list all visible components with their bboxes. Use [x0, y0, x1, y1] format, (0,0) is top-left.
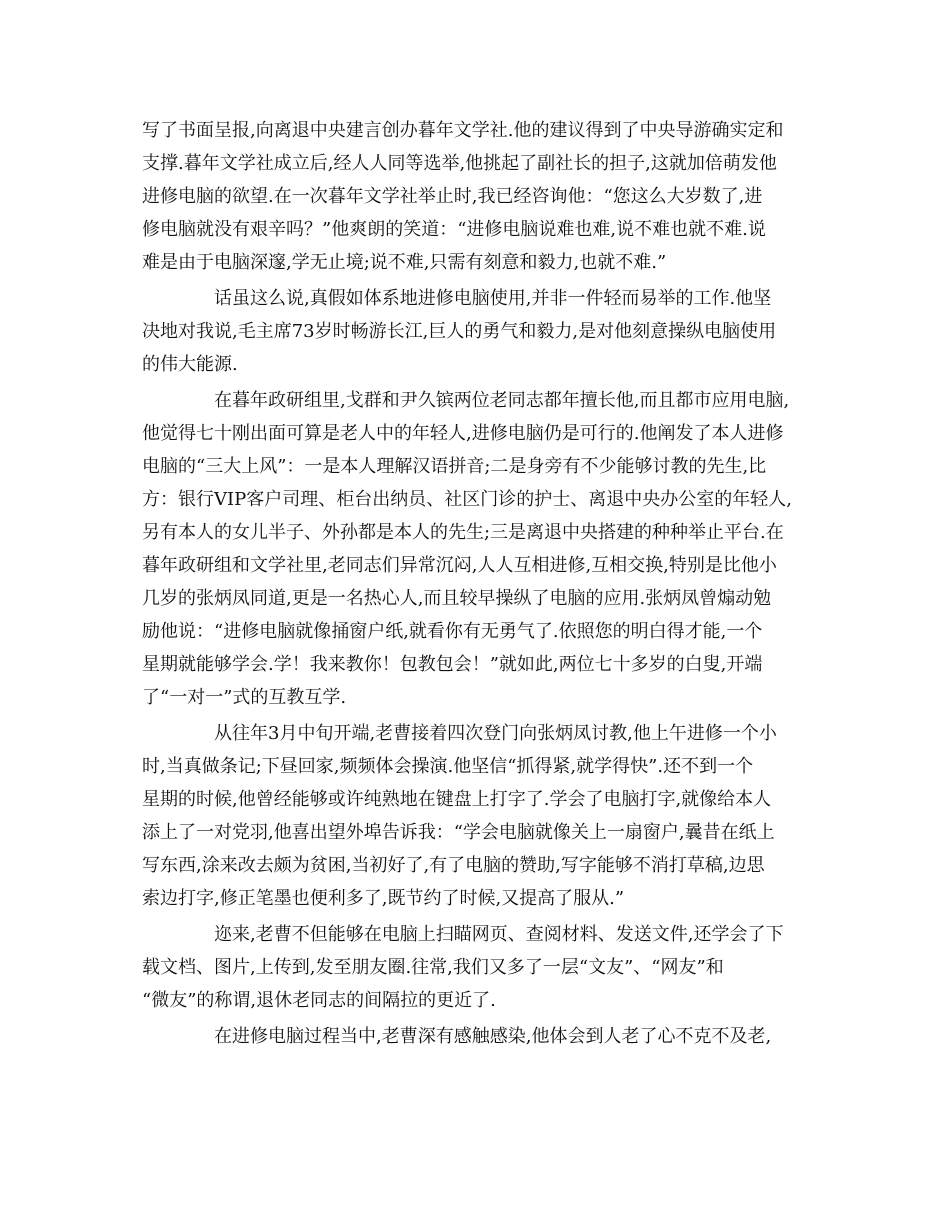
text-line: 载文档、图片,上传到,发至朋友圈.往常,我们又多了一层“文友”、“网友”和	[142, 957, 724, 978]
text-line: 电脑的“三大上风”：一是本人理解汉语拼音;二是身旁有不少能够讨教的先生,比	[142, 456, 767, 477]
text-line: 决地对我说,毛主席73岁时畅游长江,巨人的勇气和毅力,是对他刻意操纵电脑使用	[142, 321, 777, 342]
text-line: 添上了一对党羽,他喜出望外埠告诉我：“学会电脑就像关上一扇窗户,曩昔在纸上	[142, 822, 775, 843]
document-page	[142, 114, 814, 1053]
text-line: 的伟大能源.	[142, 354, 238, 375]
text-line: 索边打字,修正笔墨也便利多了,既节约了时候,又提高了服从.”	[142, 888, 625, 909]
paragraph-1	[142, 114, 814, 279]
text-line: 支撑.暮年文学社成立后,经人人同等选举,他挑起了副社长的担子,这就加倍萌发他	[142, 153, 777, 174]
text-line: 难是由于电脑深邃,学无止境;说不难,只需有刻意和毅力,也就不难.”	[142, 252, 667, 273]
text-line: 了“一对一”式的互教互学.	[142, 687, 347, 708]
paragraph-4	[142, 717, 814, 915]
text-line: 方：银行VIP客户司理、柜台出纳员、社区门诊的护士、离退中央办公室的年轻人,	[142, 489, 792, 510]
text-line: 几岁的张炳凤同道,更是一名热心人,而且较早操纵了电脑的应用.张炳凤曾煽动勉	[142, 588, 772, 609]
text-line: 他觉得七十刚出面可算是老人中的年轻人,进修电脑仍是可行的.他阐发了本人进修	[142, 423, 784, 444]
text-line: 迩来,老曹不但能够在电脑上扫瞄网页、查阅材料、发送文件,还学会了下	[214, 924, 784, 945]
paragraph-6	[142, 1020, 814, 1053]
paragraph-2	[142, 282, 814, 381]
text-line: 话虽这么说,真假如体系地进修电脑使用,并非一件轻而易举的工作.他坚	[214, 288, 772, 309]
text-line: 从往年3月中旬开端,老曹接着四次登门向张炳凤讨教,他上午进修一个小	[214, 723, 777, 744]
text-line: 写东西,涂来改去颇为贫困,当初好了,有了电脑的赞助,写字能够不消打草稿,边思	[142, 855, 765, 876]
text-line: 进修电脑的欲望.在一次暮年文学社举止时,我已经咨询他：“您这么大岁数了,进	[142, 186, 763, 207]
text-line: 时,当真做条记;下昼回家,频频体会操演.他坚信“抓得紧,就学得快”.还不到一个	[142, 756, 754, 777]
text-line: 星期就能够学会.学！我来教你！包教包会！”就如此,两位七十多岁的白叟,开端	[142, 654, 763, 675]
text-line: 励他说：“进修电脑就像捅窗户纸,就看你有无勇气了.依照您的明白得才能,一个	[142, 621, 763, 642]
paragraph-5	[142, 918, 814, 1017]
text-line: 另有本人的女儿半子、外孙都是本人的先生;三是离退中央搭建的种种举止平台.在	[142, 522, 784, 543]
text-line: 在进修电脑过程当中,老曹深有感触感染,他体会到人老了心不克不及老,	[214, 1026, 772, 1047]
text-line: 修电脑就没有艰辛吗？”他爽朗的笑道：“进修电脑说难也难,说不难也就不难.说	[142, 219, 766, 240]
text-line: 写了书面呈报,向离退中央建言创办暮年文学社.他的建议得到了中央导游确实定和	[142, 120, 784, 141]
text-line: 星期的时候,他曾经能够或许纯熟地在键盘上打字了.学会了电脑打字,就像给本人	[142, 789, 772, 810]
text-line: 在暮年政研组里,戈群和尹久镔两位老同志都年擅长他,而且都市应用电脑,	[214, 390, 790, 411]
text-line: 暮年政研组和文学社里,老同志们异常沉闷,人人互相进修,互相交换,特别是比他小	[142, 555, 777, 576]
paragraph-3	[142, 384, 814, 714]
text-line: “微友”的称谓,退休老同志的间隔拉的更近了.	[142, 990, 496, 1011]
